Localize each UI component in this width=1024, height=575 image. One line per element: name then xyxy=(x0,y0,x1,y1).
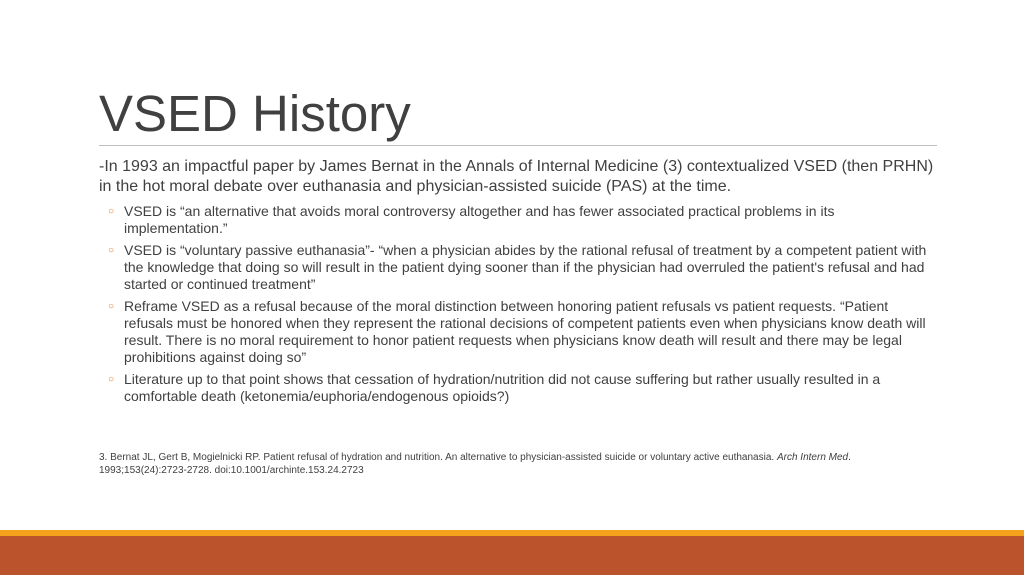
bullet-text: Reframe VSED as a refusal because of the moral distinction between honoring patient refusals vs patient requests. “Patient refusals must be honored when they represent the rational decisions of competent patients even when physicians know death will result. There is no moral requirement to honor patient requests when physicians know death will result and there may be legal prohibitions against doing so” xyxy=(124,298,926,365)
hollow-circle-bullet-icon: ○ xyxy=(108,301,115,312)
citation-journal: Arch Intern Med xyxy=(776,452,849,463)
bullet-list xyxy=(99,203,939,405)
title-divider xyxy=(99,145,937,146)
footer-band xyxy=(0,536,1024,575)
hollow-circle-bullet-icon: ○ xyxy=(108,374,115,385)
bullet-text: VSED is “voluntary passive euthanasia”- “when a physician abides by the rational refusal of treatment by a competent patient with the knowledge that doing so will result in the patient dying sooner than if the physician had overruled the patient's refusal and had started or continued treatment” xyxy=(124,242,927,292)
bullet-text: Literature up to that point shows that cessation of hydration/nutrition did not cause suffering but rather usually resulted in a comfortable death (ketonemia/euphoria/endogenous opioids?) xyxy=(124,371,881,404)
list-item xyxy=(99,298,939,366)
citation xyxy=(99,451,929,477)
slide-title: VSED History xyxy=(99,85,411,142)
bullet-text: VSED is “an alternative that avoids moral controversy altogether and has fewer associated practical problems in its implementation.” xyxy=(124,203,835,236)
citation-details: . 1993;153(24):2723-2728. doi:10.1001/archinte.153.24.2723 xyxy=(99,452,851,476)
citation-text: 3. Bernat JL, Gert B, Mogielnicki RP. Patient refusal of hydration and nutrition. An alternative to physician-assisted suicide or voluntary active euthanasia. xyxy=(99,452,777,463)
lead-paragraph: -In 1993 an impactful paper by James Bernat in the Annals of Internal Medicine (3) contextualized VSED (then PRHN) in the hot moral debate over euthanasia and physician-assisted suicide (PAS) at the time. xyxy=(99,158,934,195)
list-item xyxy=(99,203,939,237)
list-item xyxy=(99,371,939,405)
hollow-circle-bullet-icon: ○ xyxy=(108,245,115,256)
list-item xyxy=(99,242,939,293)
slide-body xyxy=(99,157,939,410)
hollow-circle-bullet-icon: ○ xyxy=(108,206,115,217)
